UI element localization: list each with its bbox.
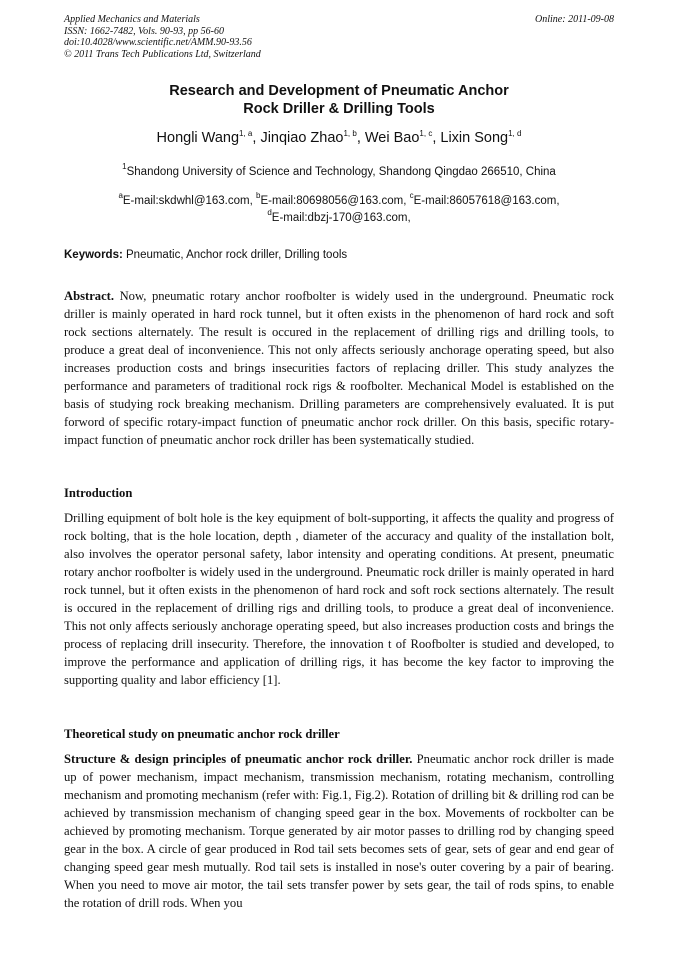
subsection-lead: Structure & design principles of pneumatic anchor rock driller. [64, 752, 413, 766]
doi-line: doi:10.4028/www.scientific.net/AMM.90-93.56 [64, 37, 252, 49]
title-line-2: Rock Driller & Drilling Tools [243, 101, 435, 117]
affiliation-sup: 1 [122, 162, 127, 171]
affiliation [64, 162, 614, 178]
email-sup: c [409, 191, 414, 200]
issn-line: ISSN: 1662-7482, Vols. 90-93, pp 56-60 [64, 25, 224, 37]
author-sup: 1, c [419, 129, 433, 138]
abstract-label: Abstract. [64, 289, 115, 303]
keywords-text: Pneumatic, Anchor rock driller, Drilling tools [126, 249, 348, 261]
email-sup: a [118, 191, 123, 200]
author-sup: 1, b [343, 129, 357, 138]
author-sup: 1, a [239, 129, 253, 138]
journal-name: Applied Mechanics and Materials [64, 14, 200, 25]
email-sup: b [256, 191, 261, 200]
author-sup: 1, d [508, 129, 522, 138]
email-list [64, 193, 614, 227]
theory-text: Pneumatic anchor rock driller is made up of power mechanism, impact mechanism, transmission mechanism, rotating mechanism, controlling mechanism and promoting mechanism (refer with: Fig.1, Fig.2). Rotation of drilling bit & drilling rod can be achieved by transmission mechanism of changing speed gear in the box. Movements of rockbolter can be achieved by promoting mechanism. Torque generated by air motor passes to drilling rod by changing speed gear in the box. A circle of gear produced in Rod tail sets becomes sets of gear, sets of gear and end gear of changing speed gear mesh mutually. Rod tail sets is installed in nose's outer covering by a pair of bearing. When you need to move air motor, the tail sets transfer power by sets gear, the tail of rods spins, to enable the rotation of drill rods. When you [64, 752, 614, 911]
copyright-line: © 2011 Trans Tech Publications Ltd, Switzerland [64, 48, 261, 60]
section-heading-introduction: Introduction [64, 486, 133, 500]
theory-body [64, 750, 614, 912]
section-heading-theory: Theoretical study on pneumatic anchor rock driller [64, 727, 340, 741]
abstract-text: Now, pneumatic rotary anchor roofbolter is widely used in the underground. Pneumatic rock driller is mainly operated in hard rock tunnel, but it often exists in the phenomenon of hard rock and soft rock sections alternately. The result is occured in the replacement of drilling rigs and drilling tools, to produce a great deal of inconvenience. This not only affects seriously anchorage operating speed, but also increases production costs and brings insecurities factors of replacing driller. This study analyzes the performance and parameters of traditional rock rigs & roofbolter. Mechanical Model is established on the basis of studying rock breaking mechanism. Drilling parameters are comprehensively evaluated. It is put forword of specific rotary-impact function of pneumatic anchor rock driller. On this basis, specific rotary-impact function of pneumatic anchor rock driller has been systematically studied. [64, 289, 614, 448]
journal-header [64, 14, 261, 60]
email-line-1 [64, 193, 614, 210]
author-name: Lixin Song [440, 130, 509, 146]
author-list: Hongli Wang$^{1, a}$, Jinqiao Zhao$^{1, b}$, Wei Bao$^{1, c}$, Lixin Song$^{1, d}$ [156, 129, 522, 146]
email: E-mail:skdwhl@163.com, [122, 195, 253, 207]
online-date: Online: 2011-09-08 [535, 14, 614, 25]
email-sup: d [267, 208, 272, 217]
introduction-body: Drilling equipment of bolt hole is the key equipment of bolt-supporting, it affects the quality and progress of rock bolting, that is the hole location, depth , diameter of the accuracy and quality of the installation bolt, also involves the operator personal safety, labor intensity and operating conditions. At present, pneumatic rotary anchor roofbolter is widely used in the underground. Pneumatic rock driller is mainly operated in hard rock tunnel, but it often exists in the phenomenon of hard rock and soft rock sections alternately. The result is occured in the replacement of drilling rigs and drilling tools, to produce a great deal of inconvenience. This not only affects seriously anchorage operating speed, but also increases production costs and brings the process of replacing drill insecurity. Therefore, the innovation t of Roofbolter is studied and developed, to improve the performance and application of drilling rigs, it has become the key factor to improving the supporting quality and labor efficiency [1]. [64, 511, 614, 688]
email: E-mail:86057618@163.com, [413, 195, 560, 207]
paper-title [64, 82, 614, 118]
email-line-2 [64, 210, 614, 227]
email: E-mail:dbzj-170@163.com, [271, 212, 411, 224]
email: E-mail:80698056@163.com, [260, 195, 407, 207]
keywords [64, 249, 614, 261]
author-name: Hongli Wang [156, 130, 240, 146]
title-line-1: Research and Development of Pneumatic Anchor [169, 83, 509, 99]
abstract [64, 287, 614, 449]
keywords-label: Keywords: [64, 249, 123, 261]
author-name: Wei Bao [364, 130, 420, 146]
author-name: Jinqiao Zhao [260, 130, 344, 146]
affiliation-text: Shandong University of Science and Technology, Shandong Qingdao 266510, China [126, 166, 556, 178]
